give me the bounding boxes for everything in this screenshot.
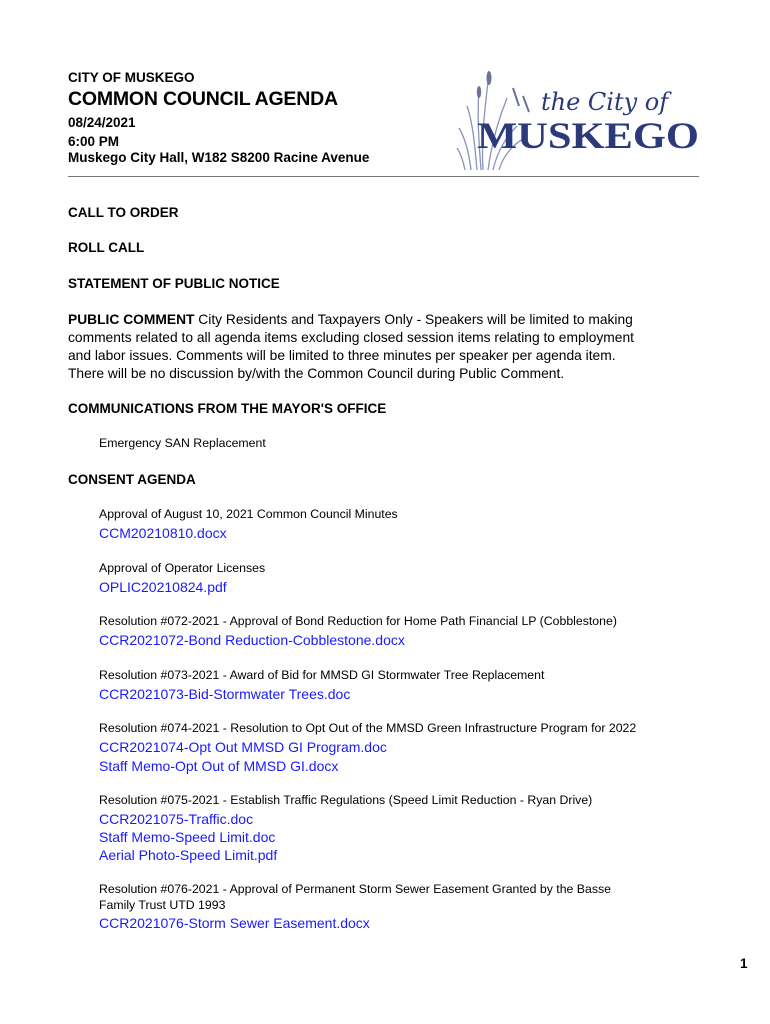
public-notice-heading: STATEMENT OF PUBLIC NOTICE: [68, 276, 280, 291]
consent-item-text: Resolution #072-2021 - Approval of Bond Reduction for Home Path Financial LP (Cobblestone): [99, 614, 617, 628]
header-divider: [68, 176, 699, 177]
public-comment-text-3: and labor issues. Comments will be limited to three minutes per speaker per agenda item.: [68, 348, 616, 363]
document-link[interactable]: CCR2021075-Traffic.doc: [99, 811, 254, 827]
meeting-date: 08/24/2021: [68, 115, 136, 130]
public-comment-text-1: City Residents and Taxpayers Only - Speakers will be limited to making: [194, 312, 633, 327]
logo-name: MUSKEGO: [477, 116, 699, 157]
page-number: 1: [740, 956, 748, 971]
roll-call-heading: ROLL CALL: [68, 240, 145, 255]
consent-item-line: Family Trust UTD 1993: [99, 897, 226, 912]
public-comment-text-4: There will be no discussion by/with the Common Council during Public Comment.: [68, 366, 565, 381]
document-link[interactable]: CCR2021076-Storm Sewer Easement.docx: [99, 915, 370, 931]
communications-item: Emergency SAN Replacement: [99, 436, 266, 450]
page-title: COMMON COUNCIL AGENDA: [68, 88, 338, 110]
public-comment-label: PUBLIC COMMENT: [68, 312, 195, 327]
city-logo: [455, 68, 705, 173]
consent-item-text: Resolution #075-2021 - Establish Traffic Regulations (Speed Limit Reduction - Ryan Drive): [99, 793, 593, 807]
consent-item-text: Resolution #073-2021 - Award of Bid for MMSD GI Stormwater Tree Replacement: [99, 668, 545, 682]
communications-heading: COMMUNICATIONS FROM THE MAYOR'S OFFICE: [68, 401, 387, 416]
document-link[interactable]: CCR2021073-Bid-Stormwater Trees.doc: [99, 686, 351, 702]
document-link[interactable]: Staff Memo-Speed Limit.doc: [99, 829, 276, 845]
public-comment-text-2: comments related to all agenda items excluding closed session items relating to employment: [68, 330, 634, 345]
public-comment-paragraph: [68, 311, 700, 383]
document-link[interactable]: CCR2021072-Bond Reduction-Cobblestone.docx: [99, 632, 405, 648]
document-link[interactable]: CCM20210810.docx: [99, 525, 227, 541]
consent-item-text: Approval of August 10, 2021 Common Council Minutes: [99, 507, 398, 521]
consent-item-text: Approval of Operator Licenses: [99, 561, 266, 575]
document-link[interactable]: Aerial Photo-Speed Limit.pdf: [99, 847, 278, 863]
logo-tagline: the City of: [541, 88, 669, 116]
document-link[interactable]: Staff Memo-Opt Out of MMSD GI.docx: [99, 758, 339, 774]
document-link[interactable]: CCR2021074-Opt Out MMSD GI Program.doc: [99, 739, 387, 755]
consent-item-line: Resolution #076-2021 - Approval of Permanent Storm Sewer Easement Granted by the Basse: [99, 882, 611, 896]
city-name: CITY OF MUSKEGO: [68, 70, 195, 85]
consent-agenda-heading: CONSENT AGENDA: [68, 472, 196, 487]
consent-item-text: Resolution #074-2021 - Resolution to Opt Out of the MMSD Green Infrastructure Program for 2022: [99, 721, 637, 735]
consent-item-text: [99, 882, 699, 913]
document-link[interactable]: OPLIC20210824.pdf: [99, 579, 227, 595]
call-to-order-heading: CALL TO ORDER: [68, 205, 179, 220]
meeting-location: Muskego City Hall, W182 S8200 Racine Avenue: [68, 150, 370, 165]
meeting-time: 6:00 PM: [68, 134, 120, 149]
